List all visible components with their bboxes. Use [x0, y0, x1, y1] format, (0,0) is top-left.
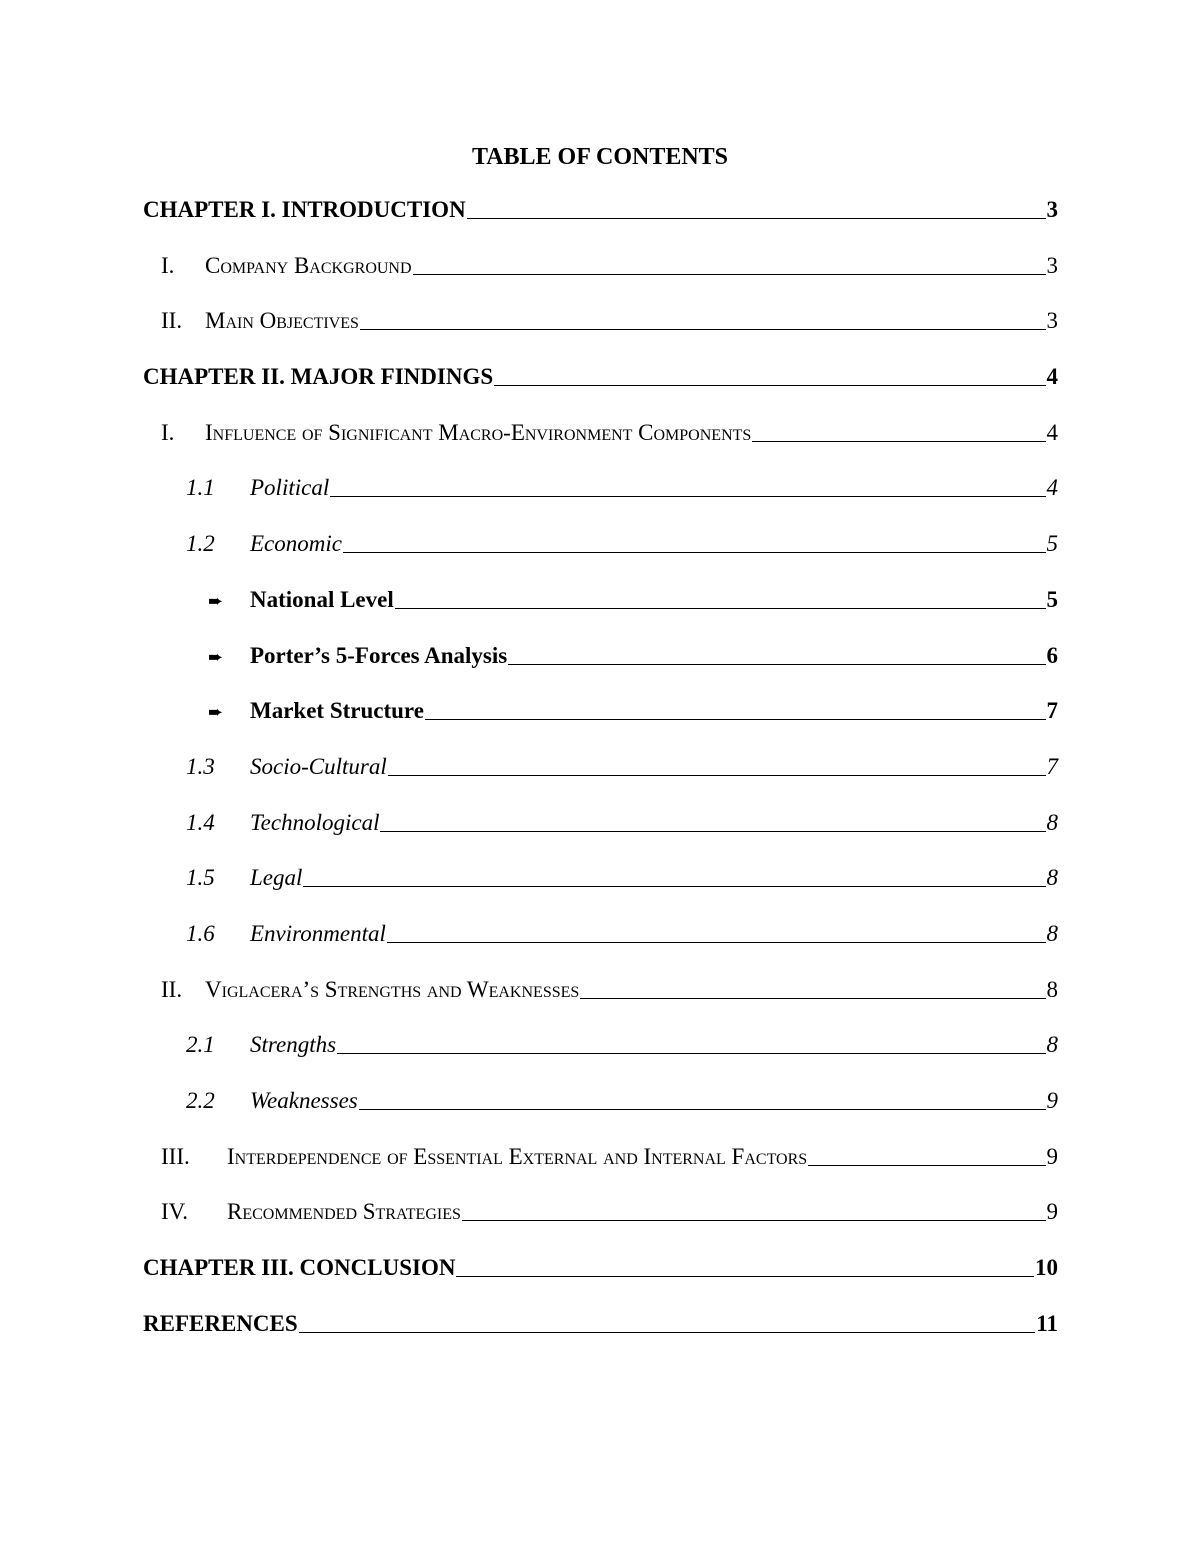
toc-entry-page: 5 — [1046, 531, 1058, 557]
toc-entry-page: 3 — [1046, 252, 1058, 278]
toc-entry[interactable] — [143, 585, 1058, 641]
toc-entry-page: 4 — [1046, 419, 1058, 445]
toc-entry[interactable] — [143, 696, 1058, 752]
toc-entry-number: 1.3 — [186, 753, 215, 779]
toc-entry-number: I. — [161, 252, 175, 278]
toc-entry-page: 8 — [1046, 809, 1058, 835]
toc-entry-label: REFERENCES — [143, 1310, 298, 1336]
toc-entry[interactable] — [143, 473, 1058, 529]
toc-entry-label: Environmental — [250, 920, 386, 946]
toc-entry-page: 9 — [1046, 1143, 1058, 1169]
leader-line — [303, 885, 1045, 887]
leader-line — [395, 607, 1046, 609]
toc-entry-label: Strengths — [250, 1032, 337, 1058]
leader-line — [508, 663, 1045, 665]
toc-entry-page: 9 — [1046, 1088, 1058, 1113]
toc-entry[interactable] — [143, 362, 1058, 418]
toc-entry-number: 1.4 — [186, 809, 215, 835]
arrow-bullet-icon: ➨ — [208, 646, 224, 667]
leader-line — [380, 830, 1045, 832]
toc-entry-label: Porter’s 5-Forces Analysis — [250, 642, 508, 668]
toc-entry-number: II. — [161, 976, 183, 1002]
toc-entry[interactable] — [143, 529, 1058, 585]
toc-entry-label: Recommended Strategies — [227, 1199, 461, 1225]
toc-entry-number: I. — [161, 419, 175, 445]
toc-entry-page: 10 — [1035, 1255, 1058, 1281]
leader-line — [456, 1275, 1034, 1277]
toc-entry-number: IV. — [161, 1199, 189, 1225]
toc-entry[interactable] — [143, 1309, 1058, 1365]
toc-entry-page: 5 — [1046, 586, 1058, 612]
toc-entry-page: 3 — [1046, 308, 1058, 334]
leader-line — [808, 1164, 1045, 1166]
toc-entry[interactable] — [143, 306, 1058, 362]
toc-entry[interactable] — [143, 752, 1058, 808]
toc-entry-page: 8 — [1046, 1032, 1058, 1058]
toc-entry[interactable] — [143, 1253, 1058, 1309]
toc-entry-page: 8 — [1046, 865, 1058, 891]
toc-entry-label: Company Background — [205, 252, 412, 278]
toc-entry-number: 1.5 — [186, 865, 215, 891]
leader-line — [330, 495, 1045, 497]
toc-entry-page: 8 — [1046, 920, 1058, 946]
toc-entry-page: 4 — [1046, 475, 1058, 501]
leader-line — [343, 551, 1046, 553]
toc-entry-number: 1.6 — [186, 920, 215, 946]
toc-entry-label: Influence of Significant Macro-Environment Components — [205, 419, 752, 445]
toc-entry-number: III. — [161, 1143, 190, 1169]
toc-entry-number: 1.2 — [186, 531, 215, 557]
toc-entry-label: Political — [250, 475, 330, 501]
toc-entry[interactable] — [143, 195, 1058, 251]
toc-entry-label: Market Structure — [250, 698, 424, 724]
toc-entry-label: CHAPTER II. MAJOR FINDINGS — [143, 364, 494, 390]
toc-entry-page: 11 — [1036, 1310, 1058, 1336]
leader-line — [413, 273, 1046, 275]
toc-entry[interactable] — [143, 919, 1058, 975]
leader-line — [359, 1108, 1046, 1110]
toc-entry-page: 7 — [1046, 753, 1058, 779]
toc-entry-label: Weaknesses — [250, 1088, 358, 1113]
toc-entry-page: 3 — [1046, 197, 1058, 222]
toc-entry-label: Socio-Cultural — [250, 753, 387, 779]
toc-entry-page: 7 — [1046, 698, 1058, 724]
leader-line — [752, 440, 1045, 442]
toc-title: TABLE OF CONTENTS — [471, 144, 729, 170]
leader-line — [494, 384, 1045, 386]
toc-entry[interactable] — [143, 863, 1058, 919]
toc-list — [143, 195, 1058, 1364]
leader-line — [580, 997, 1045, 999]
leader-line — [360, 328, 1046, 330]
toc-entry-page: 6 — [1046, 642, 1058, 668]
toc-entry-label: Economic — [250, 531, 342, 557]
toc-entry-number: 2.2 — [186, 1088, 215, 1113]
toc-entry-page: 9 — [1046, 1199, 1058, 1225]
toc-entry[interactable] — [143, 1030, 1058, 1086]
leader-line — [299, 1331, 1036, 1333]
toc-entry-label: National Level — [250, 586, 394, 612]
leader-line — [425, 718, 1046, 720]
toc-entry-page: 4 — [1046, 364, 1058, 390]
toc-entry[interactable] — [143, 808, 1058, 864]
toc-entry-number: 1.1 — [186, 475, 215, 501]
toc-entry[interactable] — [143, 1197, 1058, 1253]
toc-entry[interactable] — [143, 1142, 1058, 1198]
toc-entry[interactable] — [143, 1086, 1058, 1142]
toc-entry-label: Viglacera’s Strengths and Weaknesses — [205, 976, 580, 1002]
toc-entry[interactable] — [143, 975, 1058, 1031]
toc-entry-label: Interdependence of Essential External and Internal Factors — [227, 1143, 808, 1169]
toc-entry[interactable] — [143, 641, 1058, 697]
toc-entry-label: Technological — [250, 809, 380, 835]
leader-line — [387, 941, 1046, 943]
leader-line — [337, 1052, 1045, 1054]
toc-entry[interactable] — [143, 418, 1058, 474]
toc-entry-label: Main Objectives — [205, 308, 359, 334]
arrow-bullet-icon: ➨ — [208, 702, 224, 723]
toc-entry[interactable] — [143, 251, 1058, 307]
toc-entry-number: 2.1 — [186, 1032, 215, 1058]
arrow-bullet-icon: ➨ — [208, 590, 224, 611]
leader-line — [462, 1219, 1046, 1221]
toc-entry-label: CHAPTER I. INTRODUCTION — [143, 197, 466, 222]
toc-entry-page: 8 — [1046, 976, 1058, 1002]
toc-entry-label: Legal — [250, 865, 303, 891]
leader-line — [388, 774, 1046, 776]
toc-entry-number: II. — [161, 308, 183, 334]
leader-line — [467, 217, 1046, 219]
toc-entry-label: CHAPTER III. CONCLUSION — [143, 1255, 456, 1281]
